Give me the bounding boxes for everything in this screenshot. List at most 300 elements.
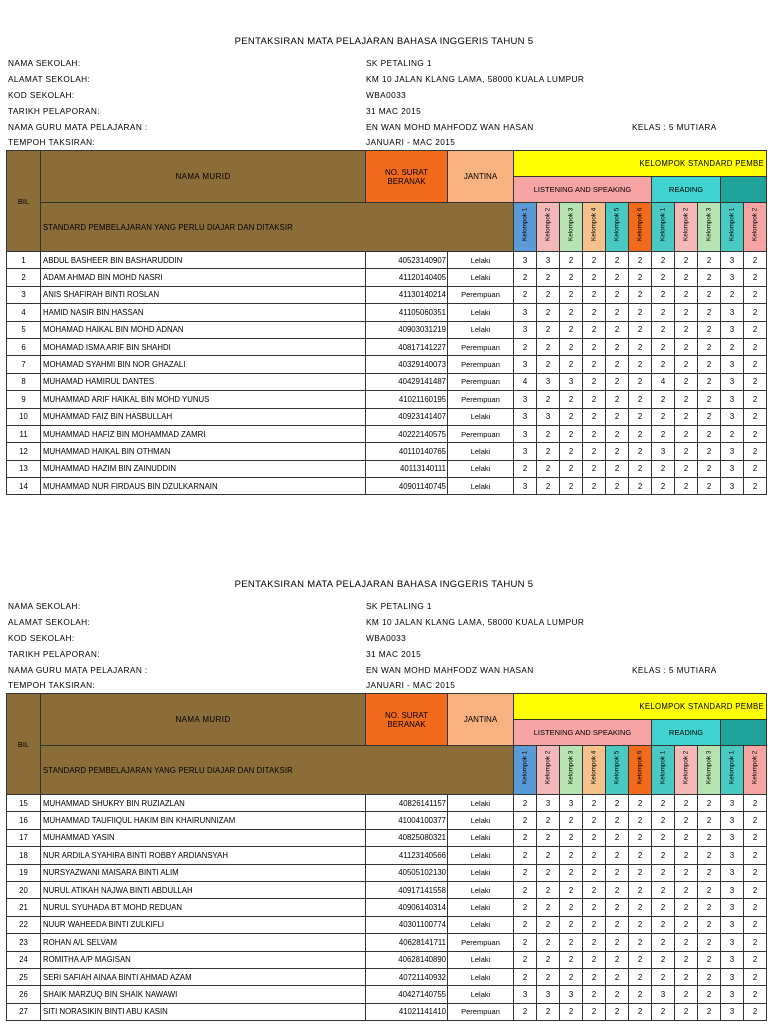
student-name: MUHAMMAD YASIN	[41, 829, 366, 846]
score-cell: 2	[698, 968, 721, 985]
score-cell: 2	[629, 986, 652, 1003]
birth-cert-number: 40427140755	[366, 986, 448, 1003]
score-cell: 2	[583, 304, 606, 321]
student-name: SITI NORASIKIN BINTI ABU KASIN	[41, 1003, 366, 1020]
score-cell: 2	[652, 478, 675, 495]
score-cell: 2	[560, 304, 583, 321]
score-cell: 2	[629, 373, 652, 390]
score-cell: 2	[583, 864, 606, 881]
alamat-label: ALAMAT SEKOLAH:	[8, 73, 91, 84]
kelas-value: KELAS : 5 MUTIARA	[632, 121, 717, 132]
kelompok-label: Kelompok 4	[590, 750, 598, 784]
listening-speaking-header: LISTENING AND SPEAKING	[514, 720, 652, 746]
kelompok-label: Kelompok 3	[567, 207, 575, 241]
score-cell: 2	[560, 847, 583, 864]
score-cell: 3	[721, 373, 744, 390]
score-cell: 2	[744, 899, 767, 916]
report-title: PENTAKSIRAN MATA PELAJARAN BAHASA INGGERIS TAHUN 5	[234, 36, 534, 47]
score-cell: 3	[514, 408, 537, 425]
birth-cert-number: 41004100377	[366, 812, 448, 829]
student-row	[7, 795, 767, 812]
tempoh-value: JANUARI - MAC 2015	[366, 137, 456, 148]
score-cell: 2	[652, 812, 675, 829]
score-cell: 3	[652, 443, 675, 460]
score-cell: 2	[583, 881, 606, 898]
score-cell: 3	[721, 934, 744, 951]
score-cell: 2	[606, 812, 629, 829]
score-cell: 2	[629, 269, 652, 286]
score-cell: 2	[537, 356, 560, 373]
score-cell: 3	[721, 356, 744, 373]
kelompok-label: Kelompok 1	[521, 750, 529, 784]
score-cell: 2	[560, 321, 583, 338]
score-cell: 2	[675, 460, 698, 477]
score-cell: 2	[652, 934, 675, 951]
score-cell: 2	[675, 408, 698, 425]
birth-cert-number: 40917141558	[366, 881, 448, 898]
score-cell: 2	[652, 321, 675, 338]
kelompok-label: Kelompok 3	[705, 207, 713, 241]
score-cell: 2	[514, 881, 537, 898]
row-number: 6	[7, 338, 41, 355]
student-row	[7, 373, 767, 390]
score-cell: 2	[744, 795, 767, 812]
score-cell: 2	[583, 968, 606, 985]
score-cell: 2	[537, 443, 560, 460]
birth-cert-number: 40628140890	[366, 951, 448, 968]
score-cell: 2	[560, 478, 583, 495]
score-cell: 2	[675, 795, 698, 812]
score-cell: 3	[537, 408, 560, 425]
score-cell: 2	[675, 252, 698, 269]
gender: Perempuan	[448, 373, 514, 390]
student-name: MUHAMMAD HAZIM BIN ZAINUDDIN	[41, 460, 366, 477]
score-cell: 2	[744, 812, 767, 829]
score-cell: 2	[698, 373, 721, 390]
kelompok-standard-header: KELOMPOK STANDARD PEMBE	[514, 151, 767, 177]
score-cell: 2	[606, 321, 629, 338]
kelompok-label: Kelompok 5	[613, 750, 621, 784]
student-name: ADAM AHMAD BIN MOHD NASRI	[41, 269, 366, 286]
score-cell: 2	[744, 286, 767, 303]
score-cell: 3	[537, 795, 560, 812]
score-cell: 2	[698, 916, 721, 933]
student-row	[7, 916, 767, 933]
score-cell: 2	[514, 951, 537, 968]
rd-kelompok-3-header	[698, 746, 721, 795]
student-name: MUHAMMAD TAUFIIQUL HAKIM BIN KHAIRUNNIZAM	[41, 812, 366, 829]
score-cell: 2	[675, 321, 698, 338]
wr-kelompok-2-header	[744, 203, 767, 252]
wr-kelompok-1-header	[721, 203, 744, 252]
score-cell: 2	[583, 829, 606, 846]
score-cell: 3	[721, 847, 744, 864]
student-name: MUHAMMAD HAIKAL BIN OTHMAN	[41, 443, 366, 460]
score-cell: 2	[721, 338, 744, 355]
birth-cert-number: 40429141487	[366, 373, 448, 390]
bil-header: BIL	[7, 151, 41, 252]
score-cell: 3	[514, 425, 537, 442]
score-cell: 2	[606, 408, 629, 425]
student-name: NUR ARDILA SYAHIRA BINTI ROBBY ARDIANSYAH	[41, 847, 366, 864]
student-name: MUHAMMAD SHUKRY BIN RUZIAZLAN	[41, 795, 366, 812]
birth-cert-number: 40923141407	[366, 408, 448, 425]
score-cell: 2	[537, 968, 560, 985]
score-cell: 2	[629, 864, 652, 881]
ls-kelompok-6-header	[629, 746, 652, 795]
score-cell: 2	[744, 338, 767, 355]
score-cell: 2	[514, 829, 537, 846]
birth-cert-number: 40903031219	[366, 321, 448, 338]
gender: Lelaki	[448, 269, 514, 286]
tarikh-label: TARIKH PELAPORAN:	[8, 105, 100, 116]
score-cell: 3	[721, 986, 744, 1003]
student-row	[7, 304, 767, 321]
birth-cert-number: 40301100774	[366, 916, 448, 933]
score-cell: 2	[514, 899, 537, 916]
gender: Lelaki	[448, 321, 514, 338]
student-name: NUUR WAHEEDA BINTI ZULKIFLI	[41, 916, 366, 933]
score-cell: 2	[583, 321, 606, 338]
score-cell: 2	[652, 916, 675, 933]
tarikh-value: 31 MAC 2015	[366, 648, 422, 659]
score-cell: 2	[652, 829, 675, 846]
row-number: 20	[7, 881, 41, 898]
score-cell: 2	[583, 847, 606, 864]
student-row	[7, 968, 767, 985]
score-cell: 3	[560, 795, 583, 812]
score-cell: 2	[560, 899, 583, 916]
score-cell: 2	[606, 986, 629, 1003]
birth-cert-number: 40825080321	[366, 829, 448, 846]
score-cell: 2	[652, 1003, 675, 1020]
score-cell: 2	[698, 286, 721, 303]
score-cell: 2	[629, 286, 652, 303]
kod-sekolah-value: WBA0033	[366, 632, 407, 643]
student-row	[7, 356, 767, 373]
student-name: MUHAMMAD HAFIZ BIN MOHAMMAD ZAMRI	[41, 425, 366, 442]
student-row	[7, 269, 767, 286]
student-name: MUHAMMAD ARIF HAIKAL BIN MOHD YUNUS	[41, 391, 366, 408]
score-cell: 2	[514, 847, 537, 864]
kelompok-label: Kelompok 1	[659, 750, 667, 784]
student-row	[7, 899, 767, 916]
score-cell: 2	[583, 951, 606, 968]
score-cell: 2	[583, 899, 606, 916]
score-cell: 2	[675, 899, 698, 916]
ls-kelompok-3-header	[560, 746, 583, 795]
birth-cert-number: 40523140907	[366, 252, 448, 269]
score-cell: 2	[698, 425, 721, 442]
gender: Lelaki	[448, 812, 514, 829]
student-row	[7, 864, 767, 881]
score-cell: 2	[606, 356, 629, 373]
score-cell: 3	[514, 252, 537, 269]
score-cell: 2	[629, 795, 652, 812]
gender: Perempuan	[448, 1003, 514, 1020]
score-cell: 2	[560, 968, 583, 985]
gender: Perempuan	[448, 356, 514, 373]
row-number: 1	[7, 252, 41, 269]
student-name: SHAIK MARZUQ BIN SHAIK NAWAWI	[41, 986, 366, 1003]
gender: Lelaki	[448, 252, 514, 269]
score-cell: 2	[560, 460, 583, 477]
score-cell: 3	[514, 304, 537, 321]
student-name: HAMID NASIR BIN HASSAN	[41, 304, 366, 321]
score-cell: 3	[721, 916, 744, 933]
score-cell: 2	[606, 391, 629, 408]
student-row	[7, 252, 767, 269]
score-cell: 2	[744, 864, 767, 881]
kelompok-label: Kelompok 2	[544, 750, 552, 784]
score-cell: 2	[675, 934, 698, 951]
kelompok-label: Kelompok 1	[728, 207, 736, 241]
score-cell: 2	[698, 321, 721, 338]
tarikh-value: 31 MAC 2015	[366, 105, 422, 116]
score-cell: 3	[560, 373, 583, 390]
row-number: 13	[7, 460, 41, 477]
gender: Lelaki	[448, 881, 514, 898]
score-cell: 2	[629, 443, 652, 460]
gender: Lelaki	[448, 899, 514, 916]
kod-sekolah-value: WBA0033	[366, 89, 407, 100]
score-cell: 2	[537, 425, 560, 442]
score-cell: 2	[537, 286, 560, 303]
score-cell: 2	[514, 338, 537, 355]
student-row	[7, 443, 767, 460]
score-cell: 2	[698, 847, 721, 864]
score-cell: 2	[652, 338, 675, 355]
score-cell: 2	[537, 321, 560, 338]
score-cell: 2	[652, 304, 675, 321]
student-row	[7, 934, 767, 951]
row-number: 21	[7, 899, 41, 916]
score-cell: 2	[629, 460, 652, 477]
kod-sekolah-label: KOD SEKOLAH:	[8, 632, 75, 643]
student-name: ROMITHA A/P MAGISAN	[41, 951, 366, 968]
reading-header: READING	[652, 720, 721, 746]
score-cell: 2	[675, 356, 698, 373]
guru-value: EN WAN MOHD MAHFODZ WAN HASAN	[366, 121, 534, 132]
school-info	[8, 58, 768, 153]
score-cell: 2	[606, 1003, 629, 1020]
score-cell: 2	[537, 916, 560, 933]
score-cell: 2	[514, 1003, 537, 1020]
kelompok-label: Kelompok 5	[613, 207, 621, 241]
birth-cert-number: 40817141227	[366, 338, 448, 355]
score-cell: 2	[629, 951, 652, 968]
student-name: ANIS SHAFIRAH BINTI ROSLAN	[41, 286, 366, 303]
score-cell: 2	[514, 812, 537, 829]
alamat-value: KM 10 JALAN KLANG LAMA, 58000 KUALA LUMPUR	[366, 616, 585, 627]
birth-cert-number: 41021160195	[366, 391, 448, 408]
student-name: NURUL SYUHADA BT MOHD REDUAN	[41, 899, 366, 916]
ls-kelompok-5-header	[606, 746, 629, 795]
nama-sekolah-value: SK PETALING 1	[366, 601, 432, 611]
score-cell: 2	[629, 812, 652, 829]
score-cell: 2	[675, 881, 698, 898]
student-row	[7, 1003, 767, 1020]
score-cell: 2	[514, 934, 537, 951]
score-cell: 3	[721, 864, 744, 881]
score-cell: 2	[583, 443, 606, 460]
score-cell: 2	[583, 812, 606, 829]
student-row	[7, 951, 767, 968]
score-cell: 2	[514, 286, 537, 303]
score-cell: 2	[698, 443, 721, 460]
nama-sekolah-value: SK PETALING 1	[366, 58, 432, 68]
score-cell: 2	[537, 338, 560, 355]
score-cell: 2	[698, 356, 721, 373]
rd-kelompok-2-header	[675, 746, 698, 795]
gender: Perempuan	[448, 286, 514, 303]
kelompok-label: Kelompok 6	[636, 750, 644, 784]
score-cell: 2	[629, 356, 652, 373]
score-cell: 2	[583, 795, 606, 812]
student-row	[7, 812, 767, 829]
student-row	[7, 829, 767, 846]
score-cell: 2	[744, 425, 767, 442]
score-cell: 2	[675, 304, 698, 321]
student-name: SERI SAFIAH AINAA BINTI AHMAD AZAM	[41, 968, 366, 985]
score-cell: 2	[606, 478, 629, 495]
score-cell: 2	[675, 269, 698, 286]
gender: Lelaki	[448, 304, 514, 321]
score-cell: 2	[629, 899, 652, 916]
score-cell: 3	[721, 812, 744, 829]
assessment-table	[6, 693, 767, 1021]
row-number: 8	[7, 373, 41, 390]
score-cell: 2	[583, 408, 606, 425]
score-cell: 2	[606, 252, 629, 269]
score-cell: 3	[721, 795, 744, 812]
student-row	[7, 286, 767, 303]
score-cell: 2	[744, 356, 767, 373]
score-cell: 2	[675, 1003, 698, 1020]
score-cell: 2	[629, 338, 652, 355]
nama-murid-header: NAMA MURID	[41, 151, 366, 203]
birth-cert-number: 41021141410	[366, 1003, 448, 1020]
score-cell: 2	[698, 391, 721, 408]
score-cell: 2	[606, 286, 629, 303]
score-cell: 2	[652, 269, 675, 286]
score-cell: 2	[560, 934, 583, 951]
gender: Lelaki	[448, 986, 514, 1003]
score-cell: 2	[606, 864, 629, 881]
score-cell: 2	[537, 812, 560, 829]
score-cell: 2	[560, 391, 583, 408]
student-row	[7, 338, 767, 355]
kelas-value: KELAS : 5 MUTIARA	[632, 664, 717, 675]
nama-murid-header: NAMA MURID	[41, 694, 366, 746]
score-cell: 2	[744, 916, 767, 933]
score-cell: 2	[606, 373, 629, 390]
guru-value: EN WAN MOHD MAHFODZ WAN HASAN	[366, 664, 534, 675]
score-cell: 2	[698, 252, 721, 269]
score-cell: 2	[514, 460, 537, 477]
score-cell: 2	[675, 478, 698, 495]
score-cell: 2	[675, 916, 698, 933]
score-cell: 2	[583, 338, 606, 355]
score-cell: 3	[721, 968, 744, 985]
score-cell: 2	[537, 269, 560, 286]
score-cell: 3	[652, 986, 675, 1003]
score-cell: 2	[744, 847, 767, 864]
score-cell: 2	[744, 478, 767, 495]
score-cell: 3	[721, 951, 744, 968]
ls-kelompok-1-header	[514, 746, 537, 795]
kelompok-label: Kelompok 2	[544, 207, 552, 241]
score-cell: 2	[629, 304, 652, 321]
birth-cert-number: 40826141157	[366, 795, 448, 812]
gender: Perempuan	[448, 425, 514, 442]
gender: Lelaki	[448, 478, 514, 495]
score-cell: 2	[537, 847, 560, 864]
bil-header: BIL	[7, 694, 41, 795]
score-cell: 2	[698, 986, 721, 1003]
score-cell: 2	[675, 425, 698, 442]
score-cell: 2	[698, 934, 721, 951]
tarikh-label: TARIKH PELAPORAN:	[8, 648, 100, 659]
score-cell: 2	[560, 881, 583, 898]
score-cell: 2	[744, 373, 767, 390]
score-cell: 3	[514, 321, 537, 338]
assessment-table	[6, 150, 767, 495]
student-name: NURUL ATIKAH NAJWA BINTI ABDULLAH	[41, 881, 366, 898]
score-cell: 3	[721, 1003, 744, 1020]
row-number: 17	[7, 829, 41, 846]
score-cell: 2	[744, 460, 767, 477]
reading-header: READING	[652, 177, 721, 203]
row-number: 24	[7, 951, 41, 968]
score-cell: 3	[514, 478, 537, 495]
score-cell: 2	[675, 812, 698, 829]
score-cell: 2	[675, 847, 698, 864]
score-cell: 2	[606, 934, 629, 951]
ls-kelompok-4-header	[583, 746, 606, 795]
score-cell: 2	[629, 408, 652, 425]
score-cell: 2	[606, 425, 629, 442]
row-number: 25	[7, 968, 41, 985]
score-cell: 2	[606, 968, 629, 985]
score-cell: 2	[652, 460, 675, 477]
score-cell: 2	[583, 391, 606, 408]
score-cell: 2	[583, 252, 606, 269]
kelompok-label: Kelompok 2	[751, 207, 759, 241]
score-cell: 2	[629, 968, 652, 985]
score-cell: 2	[606, 951, 629, 968]
guru-label: NAMA GURU MATA PELAJARAN :	[8, 121, 148, 132]
score-cell: 2	[744, 321, 767, 338]
student-name: MOHAMAD HAIKAL BIN MOHD ADNAN	[41, 321, 366, 338]
alamat-value: KM 10 JALAN KLANG LAMA, 58000 KUALA LUMPUR	[366, 73, 585, 84]
student-name: ROHAN A/L SELVAM	[41, 934, 366, 951]
kelompok-standard-header: KELOMPOK STANDARD PEMBE	[514, 694, 767, 720]
score-cell: 2	[698, 899, 721, 916]
gender: Lelaki	[448, 408, 514, 425]
gender: Lelaki	[448, 864, 514, 881]
gender: Perempuan	[448, 391, 514, 408]
alamat-label: ALAMAT SEKOLAH:	[8, 616, 91, 627]
score-cell: 2	[652, 286, 675, 303]
ls-kelompok-1-header	[514, 203, 537, 252]
score-cell: 2	[537, 934, 560, 951]
wr-kelompok-2-header	[744, 746, 767, 795]
gender: Perempuan	[448, 934, 514, 951]
birth-cert-number: 40329140073	[366, 356, 448, 373]
score-cell: 2	[514, 916, 537, 933]
score-cell: 2	[698, 812, 721, 829]
